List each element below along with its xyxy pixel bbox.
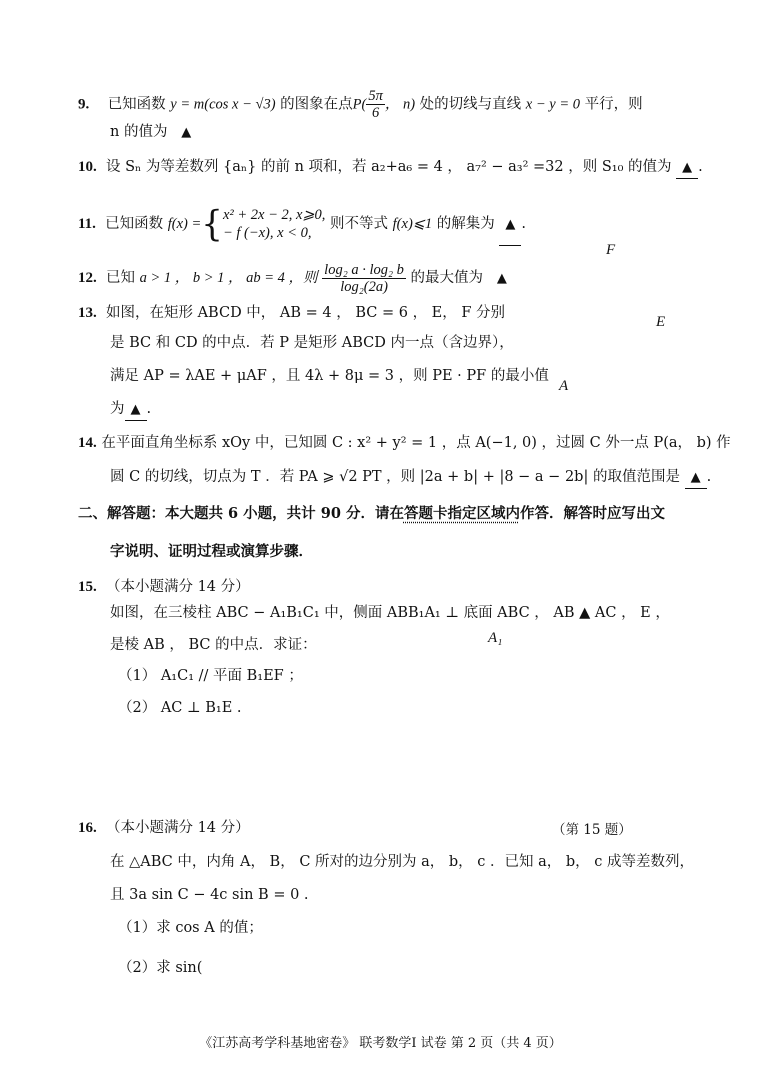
figure-caption: （第 15 题） — [552, 822, 632, 838]
q9-continuation: n 的值为 — [110, 124, 168, 140]
q16-score: （本小题满分 14 分） — [105, 820, 250, 836]
question-13-line1 — [78, 303, 505, 323]
q11-text-2: 则不等式 — [330, 216, 389, 232]
question-14-line1 — [78, 433, 731, 453]
question-number: 15. — [78, 579, 97, 595]
section-2-text-a: 二、解答题：本大题共 6 小题，共计 90 分．请在 — [78, 505, 404, 522]
q11-end: . — [521, 216, 527, 232]
q14-line2: 圆 C 的切线，切点为 T ．若 PA ⩾ √2 PT ，则 |2a + b| + |8 − a − 2b| 的取值范围是 — [110, 469, 680, 485]
q9-fraction — [366, 88, 385, 121]
figure-label-a1: A₁ — [488, 630, 503, 646]
brace-icon: { — [201, 203, 223, 245]
section-2-heading-line2: 字说明、证明过程或演算步骤． — [110, 543, 313, 560]
question-number: 12. — [78, 270, 97, 286]
question-10 — [78, 157, 703, 179]
answer-triangle-icon: ▲ — [496, 271, 507, 286]
question-16-part1: （1）求 cos A 的值； — [118, 920, 263, 936]
q9-text-3: 处的切线与直线 — [419, 96, 522, 113]
question-number: 14. — [78, 435, 97, 451]
q12-fraction — [322, 262, 406, 295]
question-11 — [78, 204, 526, 246]
figure-label-e: E — [656, 314, 666, 330]
q13-end: . — [146, 401, 152, 417]
q9-text-2: 的图象在点 — [280, 96, 353, 113]
q15-score: （本小题满分 14 分） — [105, 579, 250, 595]
question-16-line2: 且 3a sin C − 4c sin B = 0 . — [110, 887, 309, 903]
figure-label-a: A — [559, 378, 569, 394]
question-15-line2: 是棱 AB ， BC 的中点．求证： — [110, 637, 317, 653]
answer-blank — [125, 399, 147, 421]
question-13-line2: 是 BC 和 CD 的中点．若 P 是矩形 ABCD 内一点（含边界）， — [110, 335, 514, 351]
q11-text-3: 的解集为 — [436, 216, 495, 232]
question-9-line2 — [110, 122, 191, 143]
q12-text-2: 的最大值为 — [410, 270, 484, 286]
question-13-line4 — [110, 399, 151, 421]
question-number: 9. — [78, 96, 90, 113]
question-13-line3: 满足 AP = λAE + μAF ，且 4λ + 8μ = 3 ，则 PE · PF 的最小值 — [110, 368, 549, 384]
figure-label-f: F — [606, 242, 616, 258]
question-15-part2: （2） AC ⊥ B₁E . — [118, 700, 242, 716]
q11-cases — [223, 206, 326, 242]
question-16-header — [78, 818, 250, 838]
section-2-text-c: 作答．解答时应写出文 — [519, 505, 665, 522]
q9-function: y = m(cos x − √3) — [170, 96, 276, 113]
q11-fx: f(x) = — [167, 216, 202, 232]
q13-line4: 为 — [110, 401, 125, 417]
q11-text: 已知函数 — [105, 216, 164, 232]
q12-condition: a > 1 ， b > 1 ， ab = 4 ，则 — [139, 270, 318, 286]
q9-text-4: 平行，则 — [584, 96, 643, 113]
q9-point-end: ， n) — [384, 96, 416, 113]
fraction-numerator: 5π — [368, 88, 383, 104]
q12-text: 已知 — [105, 270, 135, 286]
section-2-heading — [78, 504, 665, 524]
question-14-line2 — [110, 467, 711, 489]
fraction-denominator: 6 — [371, 105, 380, 121]
section-2-text-b: 答题卡指定区域内 — [403, 505, 520, 522]
question-12 — [78, 260, 507, 297]
page-footer: 《江苏高考学科基地密卷》 联考数学Ⅰ 试卷 第 2 页（共 4 页） — [199, 1036, 562, 1051]
question-number: 13. — [78, 305, 97, 321]
question-16-part2: （2）求 sin( — [118, 960, 203, 976]
answer-triangle-icon: ▲ — [130, 402, 141, 417]
case-2: − f (−x), x < 0, — [222, 225, 312, 241]
q13-line1: 如图，在矩形 ABCD 中， AB = 4 ， BC = 6 ， E， F 分别 — [105, 305, 506, 321]
q14-line1: 在平面直角坐标系 xOy 中，已知圆 C : x² + y² = 1 ，点 A(−1, 0) ，过圆 C 外一点 P(a， b) 作 — [101, 435, 731, 451]
q9-point-start: P( — [352, 96, 367, 113]
q14-end: . — [706, 469, 712, 485]
case-1: x² + 2x − 2, x⩾0, — [222, 207, 326, 223]
answer-triangle-icon: ▲ — [690, 470, 701, 485]
q10-text: 设 Sₙ 为等差数列 {aₙ} 的前 n 项和，若 a₂+a₆ = 4 ， a₇² − a₃² =32 ，则 S₁₀ 的值为 — [105, 159, 672, 175]
fraction-denominator: log₂(2a) — [340, 278, 388, 295]
question-15-line1: 如图，在三棱柱 ABC − A₁B₁C₁ 中，侧面 ABB₁A₁ ⊥ 底面 ABC ， AB ▲ AC ， E ， — [110, 605, 670, 621]
question-number: 10. — [78, 159, 97, 175]
answer-triangle-icon: ▲ — [181, 125, 192, 140]
q9-text: 已知函数 — [107, 96, 166, 113]
question-9-line1 — [78, 88, 643, 121]
fraction-numerator: log₂ a · log₂ b — [324, 261, 404, 278]
question-15-header — [78, 577, 250, 597]
answer-blank — [685, 467, 707, 489]
q11-inequality: f(x)⩽1 — [392, 216, 433, 232]
answer-blank — [499, 204, 521, 246]
answer-triangle-icon: ▲ — [682, 160, 693, 175]
question-15-part1: （1） A₁C₁ // 平面 B₁EF ； — [118, 668, 303, 684]
question-16-line1: 在 △ABC 中，内角 A， B， C 所对的边分别为 a， b， c ．已知 a， b， c 成等差数列， — [110, 854, 694, 870]
q10-end: . — [698, 159, 703, 175]
question-number: 16. — [78, 820, 97, 836]
q9-line-eq: x − y = 0 — [525, 96, 580, 113]
answer-triangle-icon: ▲ — [505, 217, 516, 232]
answer-blank — [676, 157, 698, 179]
question-number: 11. — [78, 216, 96, 232]
